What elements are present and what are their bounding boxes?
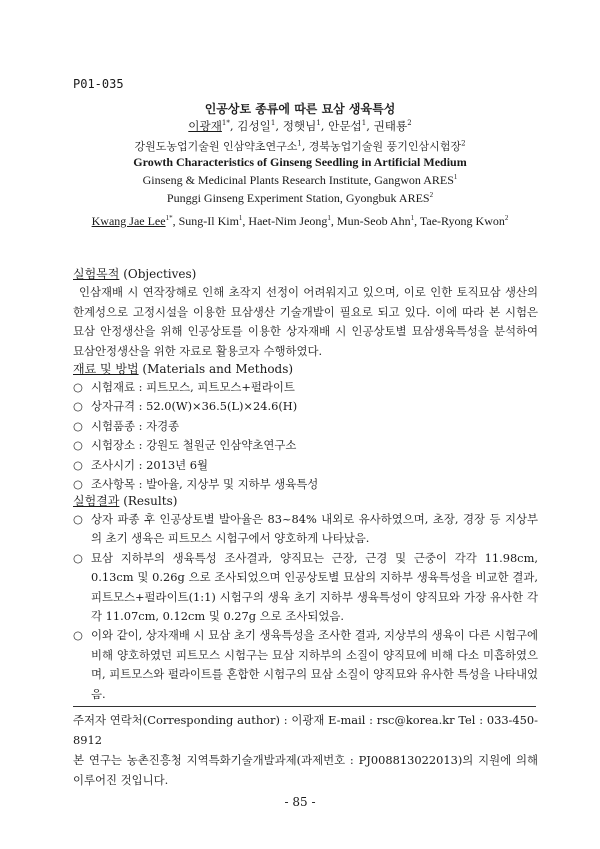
author-ko: 김성일$^1$: [237, 119, 276, 133]
methods-section: [73, 360, 538, 494]
authors-korean: 이광재$^{1*}$, 김성일$^1$, 정햇님$^1$, 안문섭$^1$, 권태룡$^2$: [188, 119, 412, 133]
title-korean: 인공상토 종류에 따른 묘삼 생육특성: [204, 102, 396, 116]
objectives-section: [73, 265, 538, 361]
author-en: Kwang Jae Lee$^{1*}$: [91, 214, 173, 228]
list-item: ○ 시험품종 : 자경종: [73, 418, 180, 433]
author-en: Haet-Nim Jeong$^1$: [248, 214, 331, 228]
list-item: ○ 상자 파종 후 인공상토별 발아율은 83~84% 내외로 유사하였으며, 초장, 경장 등 지상부의 초기 생육은 피트모스 시험구에서 양호하게 나타났음.: [73, 512, 538, 546]
author-ko: 이광재$^{1*}$: [188, 119, 230, 133]
list-item: ○ 묘삼 지하부의 생육특성 조사결과, 양직묘는 근장, 근경 및 근중이 각각 11.98cm, 0.13cm 및 0.26g 으로 조사되었으며 인공상토별 묘삼의 지하부 생육특성을 비교한 결과, 피트모스+펄라이트(1:1) 시험구의 생육 초기 지하부 생육특성이 양직묘와 가장 유사한 각각 11.07cm, 0.12cm 및 0.27g 으로 조사되었음.: [73, 550, 538, 624]
objectives-body: 인삼재배 시 연작장해로 인해 초작지 선정이 어려워지고 있으며, 이로 인한 토직묘삼 생산의 한계성으로 고정시설을 이용한 묘삼생산 기술개발이 필요로 되고 있다. 이에 따라 본 시험은 묘삼 안정생산을 위해 인공상토를 이용한 상자재배 시 인공상토별 묘삼생육특성을 분석하여 묘삼안정생산을 위한 자료로 활용코자 수행하였다.: [73, 285, 538, 358]
affiliation-english-2: Punggi Ginseng Experiment Station, Gyongbuk ARES$^2$: [166, 191, 434, 205]
footer-notes: [73, 710, 538, 790]
title-english: Growth Characteristics of Ginseng Seedling in Artificial Medium: [133, 155, 467, 169]
page-number: - 85 -: [284, 795, 316, 809]
author-en: Tae-Ryong Kwon$^2$: [419, 214, 509, 228]
author-en: Sung-Il Kim$^1$: [178, 214, 243, 228]
results-list: [73, 510, 538, 704]
methods-heading: 재료 및 방법 (Materials and Methods): [73, 362, 294, 376]
author-ko: 권태룡$^2$: [373, 119, 412, 133]
affiliation-english-1: Ginseng & Medicinal Plants Research Institute, Gangwon ARES$^1$: [142, 173, 458, 187]
methods-list: [73, 378, 538, 494]
results-section: [73, 492, 538, 704]
list-item: ○ 상자규격 : 52.0(W)×36.5(L)×24.6(H): [73, 399, 298, 414]
author-ko: 정햇님$^1$: [282, 119, 321, 133]
list-item: ○ 이와 같이, 상자재배 시 묘삼 초기 생육특성을 조사한 결과, 지상부의 생육이 다른 시험구에 비해 양호하였던 피트모스 시험구는 묘삼 지하부의 소질이 양직묘에 비해 다소 미흡하였으며, 피트모스와 펄라이트를 혼합한 시험구의 묘삼 소질이 양직묘와 유사한 특성을 나타내었음.: [73, 628, 538, 701]
authors-english: Kwang Jae Lee$^{1*}$, Sung-Il Kim$^1$, Haet-Nim Jeong$^1$, Mun-Seob Ahn$^1$, Tae-Ryong Kwon$^2$: [91, 214, 509, 228]
list-item: ○ 시험장소 : 강원도 철원군 인삼약초연구소: [73, 438, 297, 453]
results-heading: 실험결과 (Results): [73, 494, 178, 508]
affiliation-korean: 강원도농업기술원 인삼약초연구소$^1$, 경북농업기술원 풍기인삼시험장$^2$: [134, 139, 466, 153]
author-en: Mun-Seob Ahn$^1$: [336, 214, 415, 228]
objectives-heading: 실험목적 (Objectives): [73, 267, 197, 281]
corresponding-author: 주저자 연락처(Corresponding author) : 이광재 E-mail : rsc@korea.kr Tel : 033-450-8912: [73, 713, 538, 747]
footer-divider: [73, 706, 536, 707]
funding-note: 본 연구는 농촌진흥청 지역특화기술개발과제(과제번호 : PJ008813022013)의 지원에 의해 이루어진 것입니다.: [73, 753, 538, 787]
list-item: ○ 조사시기 : 2013년 6월: [73, 457, 208, 472]
list-item: ○ 조사항목 : 발아율, 지상부 및 지하부 생육특성: [73, 477, 319, 492]
author-ko: 안문섭$^1$: [328, 119, 367, 133]
abstract-code: P01-035: [73, 77, 124, 91]
list-item: ○ 시험재료 : 피트모스, 피트모스+펄라이트: [73, 380, 295, 394]
